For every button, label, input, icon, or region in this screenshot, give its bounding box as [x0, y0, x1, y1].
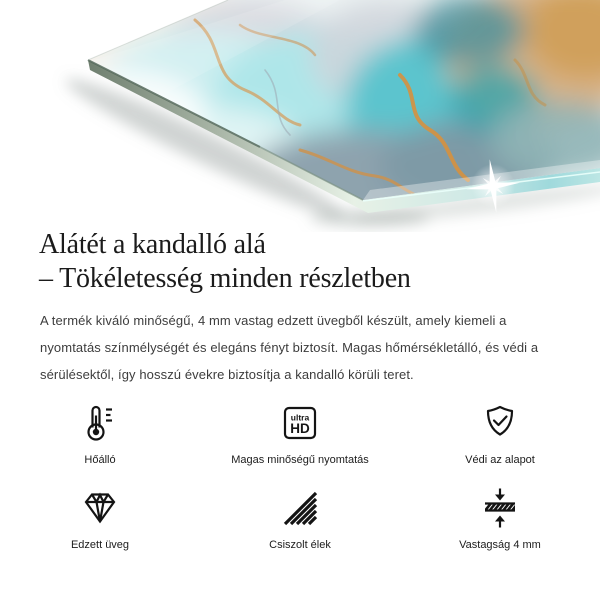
product-image	[0, 0, 600, 232]
feature-label: Vastagság 4 mm	[459, 539, 541, 551]
svg-text:HD: HD	[290, 421, 310, 436]
feature-thickness	[400, 484, 600, 551]
glass-panel-image	[0, 0, 600, 232]
feature-label: Csiszolt élek	[269, 539, 331, 551]
page-title	[39, 228, 411, 296]
svg-text:ultra: ultra	[290, 412, 310, 423]
product-description: A termék kiváló minőségű, 4 mm vastag edzett üvegből készült, amely kiemeli a nyomtatás színmélységét és elegáns fényt biztosít. Magas hőmérsékletálló, és védi a sérülésektől, így hosszú évekre biztosítja a kandalló körüli teret.	[40, 313, 539, 382]
diamond-icon	[78, 484, 122, 532]
page-title-line2: – Tökéletesség minden részletben	[39, 263, 411, 294]
ultra-hd-icon	[278, 399, 322, 447]
feature-heat-resistant	[0, 399, 200, 466]
feature-label: Hőálló	[84, 454, 116, 466]
polished-edges-icon	[278, 484, 322, 532]
feature-grid	[0, 399, 600, 551]
feature-label: Magas minőségű nyomtatás	[231, 454, 369, 466]
feature-protects-base	[400, 399, 600, 466]
feature-print-quality	[200, 399, 400, 466]
shield-check-icon	[478, 399, 522, 447]
feature-tempered-glass	[0, 484, 200, 551]
feature-label: Védi az alapot	[465, 454, 535, 466]
feature-label: Edzett üveg	[70, 539, 130, 551]
thickness-icon	[478, 484, 522, 532]
thermometer-icon	[78, 399, 122, 447]
feature-polished-edges	[200, 484, 400, 551]
page-title-line1: Alátét a kandalló alá	[39, 229, 266, 260]
